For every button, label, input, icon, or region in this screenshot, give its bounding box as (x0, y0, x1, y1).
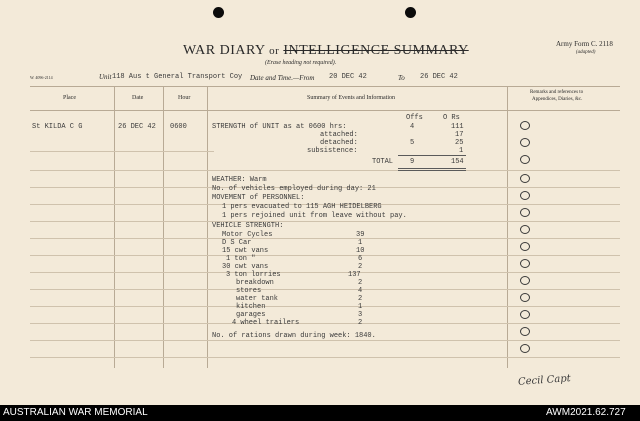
movement-heading: MOVEMENT of PERSONNEL: (212, 194, 305, 202)
remark-mark (520, 191, 530, 200)
row-rule (30, 221, 620, 222)
total-rule (398, 155, 466, 156)
vehicle-name: D S Car (222, 239, 252, 247)
strength-total-label: TOTAL (372, 158, 394, 166)
strength-total-offs: 9 (410, 158, 415, 166)
remark-mark (520, 259, 530, 268)
vehicle-count: 137 (348, 271, 361, 279)
col-remarks-header-1: Remarks and references to (530, 90, 584, 95)
vehicle-name: breakdown (236, 279, 274, 287)
vehicle-count: 2 (358, 319, 363, 327)
strength-row-ors: 1 (459, 147, 464, 155)
strength-row-offs: 5 (410, 139, 415, 147)
vehicle-count: 2 (358, 263, 363, 271)
signature: Cecil Capt (517, 373, 572, 388)
remark-mark (520, 225, 530, 234)
total-double-rule (398, 170, 466, 171)
vehicle-count: 6 (358, 255, 363, 263)
strength-row-ors: 25 (455, 139, 464, 147)
strength-offs-header: Offs (406, 114, 423, 122)
vehicle-count: 1 (358, 303, 363, 311)
vehicle-count: 2 (358, 295, 363, 303)
vehicle-name: 3 ton lorries (226, 271, 281, 279)
vehicle-count: 2 (358, 279, 363, 287)
row-rule (30, 151, 214, 152)
row-rule (30, 306, 620, 307)
form-subtitle: (Erase heading not required). (265, 60, 337, 66)
row-rule (30, 238, 620, 239)
print-code: W. 4096-2114 (30, 75, 53, 80)
strength-row-label: STRENGTH of UNIT as at 0600 hrs: (212, 123, 347, 131)
entry-date: 26 DEC 42 (118, 123, 156, 131)
remark-mark (520, 276, 530, 285)
date-time-label: Date and Time.—From (250, 74, 315, 82)
to-date: 26 DEC 42 (420, 73, 458, 81)
footer-accession: AWM2021.62.727 (546, 407, 626, 418)
footer-bar (0, 405, 640, 421)
vehicle-count: 10 (356, 247, 365, 255)
vehicle-name: 1 ton " (226, 255, 256, 263)
row-rule (30, 323, 620, 324)
vehicles-employed-line: No. of vehicles employed during day: 21 (212, 185, 376, 193)
strength-row-offs: 4 (410, 123, 415, 131)
unit-value: 118 Aus t General Transport Coy (112, 73, 243, 81)
row-rule (30, 357, 620, 358)
remark-mark (520, 344, 530, 353)
header-bottom-rule (30, 110, 620, 111)
row-rule (30, 340, 620, 341)
strength-row-ors: 111 (451, 123, 464, 131)
strength-row-label: attached: (320, 131, 358, 139)
remark-mark (520, 310, 530, 319)
vehicle-name: 4 wheel trailers (232, 319, 300, 327)
remark-mark (520, 293, 530, 302)
vehicle-name: water tank (236, 295, 279, 303)
unit-label: Unit (99, 73, 112, 81)
form-number: Army Form C. 2118 (556, 40, 613, 48)
col-place-header: Place (63, 95, 76, 101)
col-remarks-header-2: Appendices, Diaries, &c. (532, 97, 583, 102)
column-divider (507, 86, 508, 368)
remark-mark (520, 208, 530, 217)
total-double-rule (398, 168, 466, 169)
weather-line: WEATHER: Warm (212, 176, 267, 184)
entry-hour: 0600 (170, 123, 187, 131)
vehicle-count: 4 (358, 287, 363, 295)
vehicle-count: 1 (358, 239, 363, 247)
form-number-sub: (adapted) (576, 50, 596, 55)
form-title: WAR DIARY or INTELLIGENCE SUMMARY (183, 43, 469, 58)
vehicle-count: 3 (358, 311, 363, 319)
movement-line: 1 pers evacuated to 115 AGH HEIDELBERG (222, 203, 382, 211)
column-divider (207, 86, 208, 368)
strength-total-ors: 154 (451, 158, 464, 166)
strength-row-ors: 17 (455, 131, 464, 139)
row-rule (30, 255, 620, 256)
row-rule (30, 272, 620, 273)
vehicle-name: kitchen (236, 303, 266, 311)
movement-line: 1 pers rejoined unit from leave without pay. (222, 212, 407, 220)
row-rule (30, 289, 620, 290)
remark-mark (520, 155, 530, 164)
remark-mark (520, 138, 530, 147)
column-divider (163, 86, 164, 368)
vehicle-name: garages (236, 311, 266, 319)
footer-source: AUSTRALIAN WAR MEMORIAL (3, 407, 148, 418)
col-date-header: Date (132, 95, 144, 101)
strength-ors-header: O Rs (443, 114, 460, 122)
row-rule (30, 170, 620, 171)
to-label: To (398, 74, 405, 82)
remark-mark (520, 242, 530, 251)
col-summary-header: Summary of Events and Information (307, 95, 395, 101)
remark-mark (520, 121, 530, 130)
strength-row-label: subsistence: (307, 147, 358, 155)
from-date: 20 DEC 42 (329, 73, 367, 81)
table-top-rule (30, 86, 620, 87)
vehicle-strength-heading: VEHICLE STRENGTH: (212, 222, 284, 230)
remark-mark (520, 174, 530, 183)
vehicle-name: 30 cwt vans (222, 263, 269, 271)
strength-row-label: detached: (320, 139, 358, 147)
vehicle-name: 15 cwt vans (222, 247, 269, 255)
remark-mark (520, 327, 530, 336)
column-divider (114, 86, 115, 368)
col-hour-header: Hour (178, 95, 191, 101)
vehicle-name: stores (236, 287, 262, 295)
punch-hole (213, 7, 224, 18)
rations-line: No. of rations drawn during week: 1840. (212, 332, 376, 340)
punch-hole (405, 7, 416, 18)
entry-place: St KILDA C G (32, 123, 83, 131)
vehicle-count: 39 (356, 231, 365, 239)
vehicle-name: Motor Cycles (222, 231, 273, 239)
